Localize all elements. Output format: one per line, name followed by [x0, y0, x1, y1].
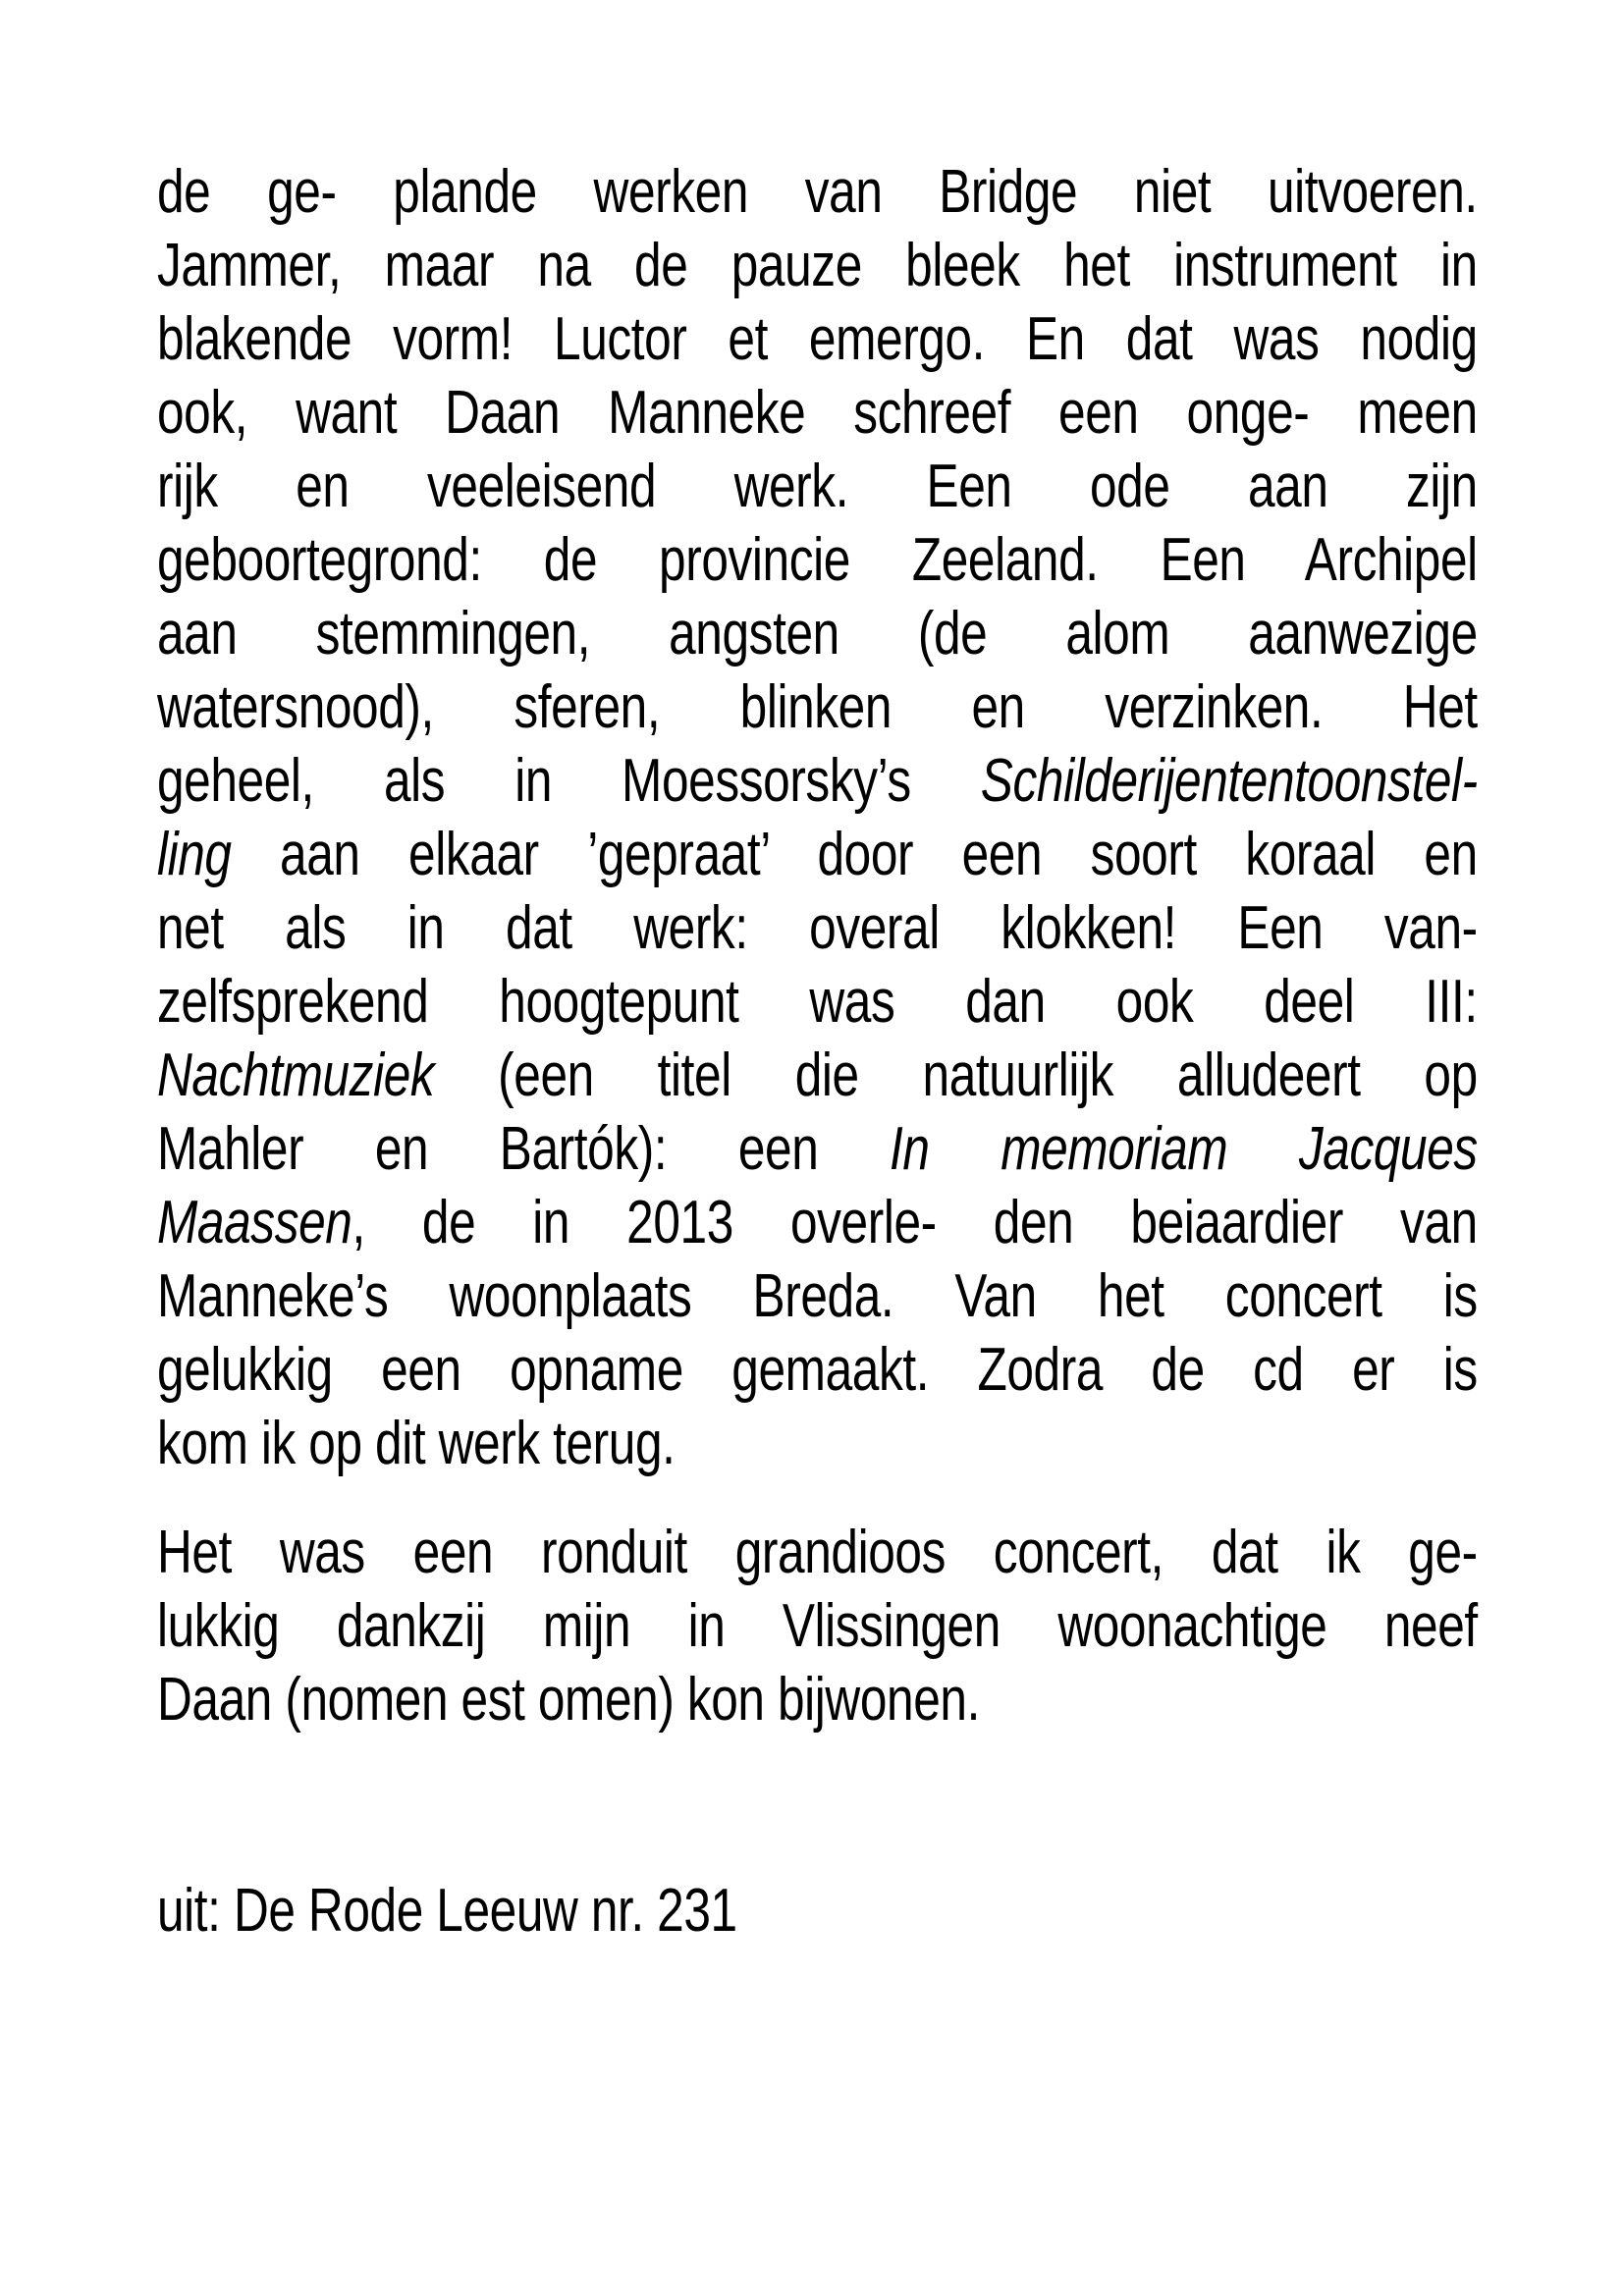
text-line — [157, 450, 1478, 523]
text-segment: Mahler en Bartók): een — [157, 1115, 891, 1183]
text-line — [157, 1516, 1478, 1589]
text-line — [157, 155, 1478, 229]
text-segment: (een titel die natuurlijk alludeert op — [434, 1041, 1478, 1109]
text-segment: aan stemmingen, angsten (de alom aanwezige — [157, 600, 1478, 667]
text-line — [157, 670, 1478, 744]
text-segment: gelukkig een opname gemaakt. Zodra de cd er is — [157, 1336, 1478, 1404]
source-text: uit: De Rode Leeuw nr. 231 — [157, 1877, 737, 1945]
text-line — [157, 1589, 1478, 1663]
text-segment: lukkig dankzij mijn in Vlissingen woonachtige neef — [157, 1592, 1478, 1660]
paragraph — [157, 1516, 1623, 1736]
text-line — [157, 818, 1478, 891]
text-segment: de ge- plande werken van Bridge niet uitvoeren. — [157, 158, 1478, 226]
text-segment: rijk en veeleisend werk. Een ode aan zijn — [157, 453, 1478, 520]
text-line — [157, 597, 1478, 670]
text-segment: Manneke’s woonplaats Breda. Van het concert is — [157, 1262, 1478, 1330]
paragraph — [157, 155, 1623, 1480]
text-segment: blakende vorm! Luctor et emergo. En dat was nodig — [157, 305, 1478, 373]
italic-text-segment: ling — [157, 821, 232, 888]
text-line — [157, 1663, 1478, 1736]
text-line — [157, 1112, 1478, 1186]
italic-text-segment: In memoriam Jacques — [890, 1115, 1478, 1183]
text-segment: zelfsprekend hoogtepunt was dan ook deel III: — [157, 968, 1478, 1036]
text-line — [157, 1407, 1478, 1480]
text-line — [157, 229, 1478, 302]
text-segment: Het was een ronduit grandioos concert, dat ik ge- — [157, 1519, 1478, 1586]
text-line — [157, 523, 1478, 597]
text-segment: , de in 2013 overle- den beiaardier van — [352, 1189, 1478, 1256]
text-line — [157, 1259, 1478, 1333]
text-segment: Jammer, maar na de pauze bleek het instrument in — [157, 232, 1478, 299]
text-segment: net als in dat werk: overal klokken! Een van- — [157, 894, 1478, 962]
text-segment: Daan (nomen est omen) kon bijwonen. — [157, 1666, 980, 1734]
text-line — [157, 376, 1478, 450]
text-line — [157, 1333, 1478, 1407]
text-segment: ook, want Daan Manneke schreef een onge- meen — [157, 379, 1478, 447]
italic-text-segment: Nachtmuziek — [157, 1041, 435, 1109]
text-line — [157, 744, 1478, 818]
text-line — [157, 965, 1478, 1039]
text-line — [157, 891, 1478, 965]
text-segment: geheel, als in Moessorsky’s — [157, 747, 981, 815]
italic-text-segment: Schilderijententoonstel- — [980, 747, 1478, 815]
text-segment: watersnood), sferen, blinken en verzinken. Het — [157, 673, 1478, 741]
article-text — [157, 155, 1623, 1736]
text-line — [157, 302, 1478, 376]
italic-text-segment: Maassen — [157, 1189, 352, 1256]
text-line — [157, 1039, 1478, 1112]
text-segment: kom ik op dit werk terug. — [157, 1410, 676, 1477]
text-segment: aan elkaar ’gepraat’ door een soort koraal en — [231, 821, 1478, 888]
source-citation — [157, 1874, 882, 1948]
text-segment: geboortegrond: de provincie Zeeland. Een Archipel — [157, 526, 1478, 594]
text-line — [157, 1186, 1478, 1259]
